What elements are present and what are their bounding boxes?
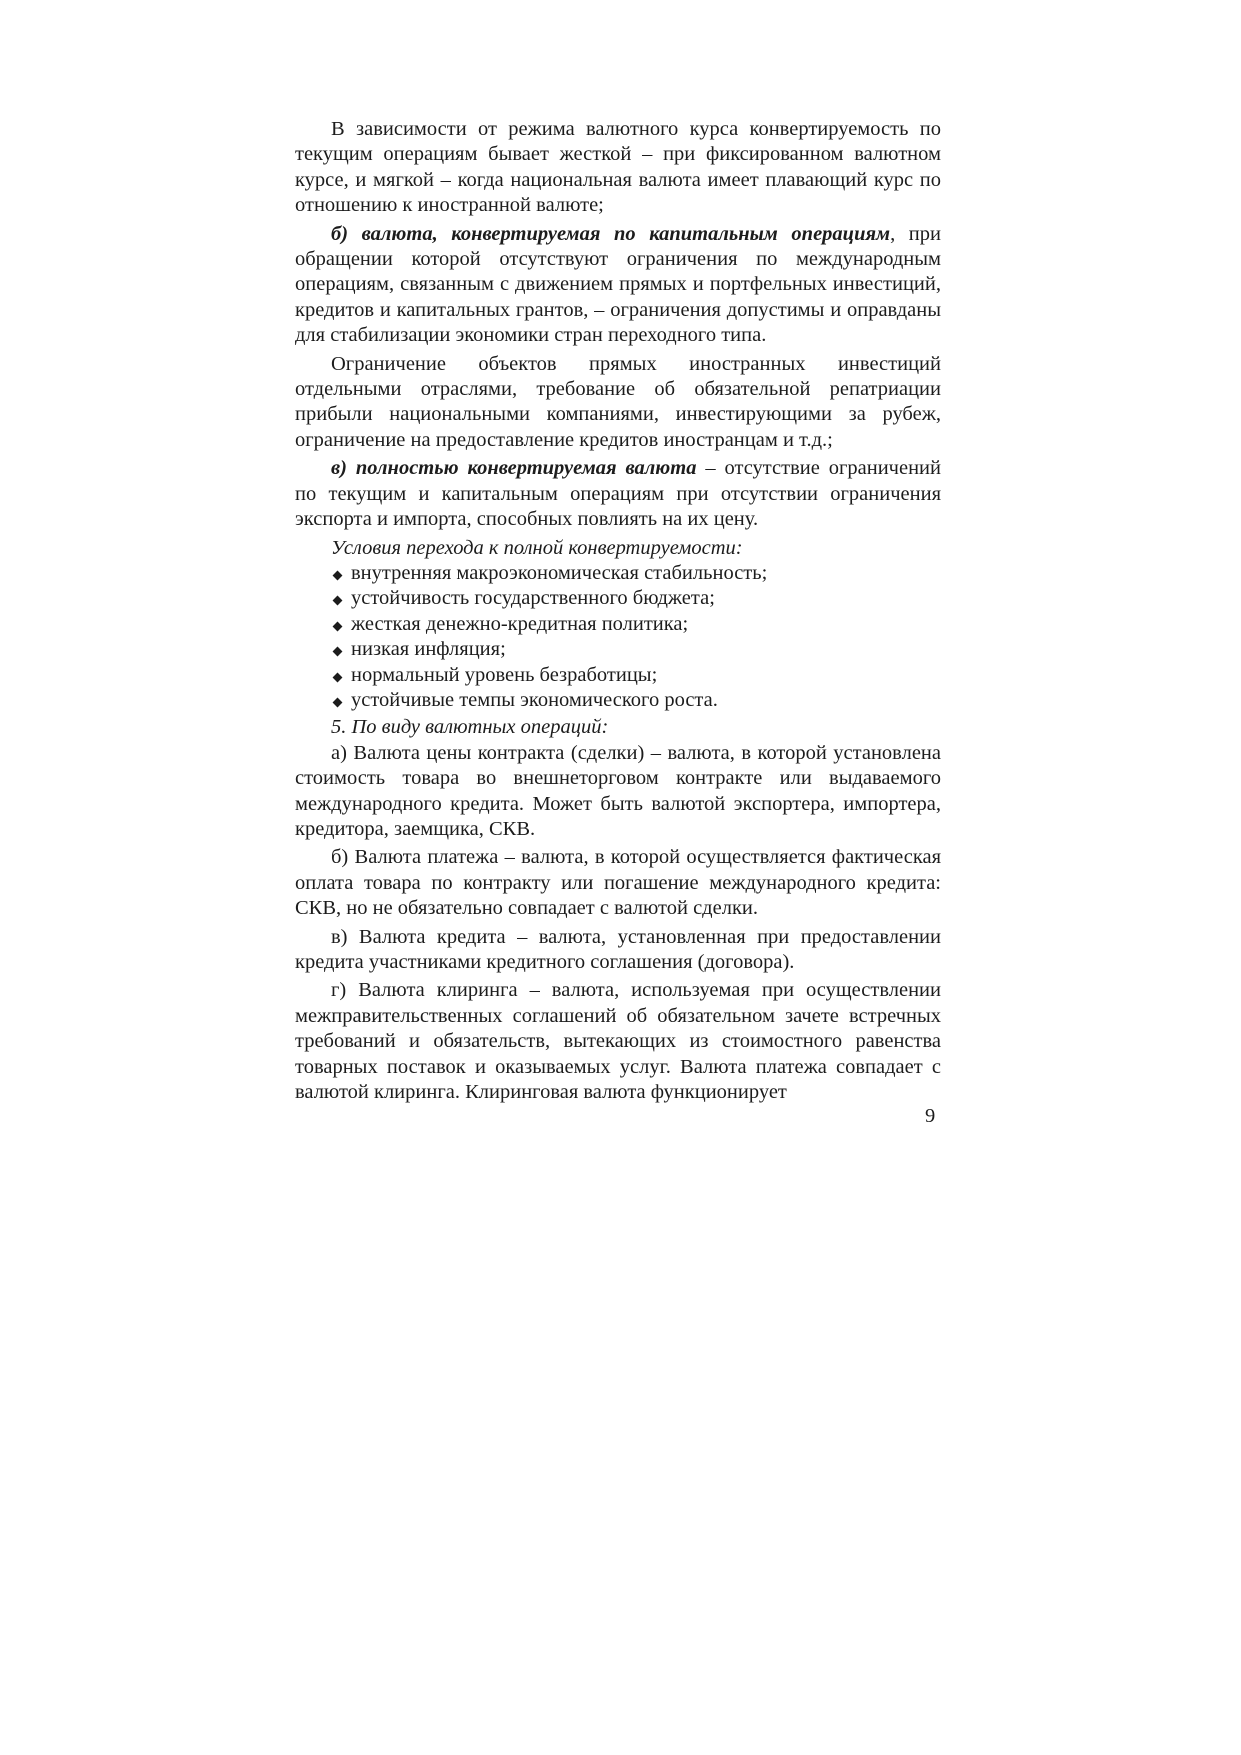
paragraph-capital-convertibility bbox=[295, 222, 941, 349]
paragraph-full-convertibility bbox=[295, 456, 941, 532]
list-item-text: жесткая денежно-кредитная политика; bbox=[351, 612, 689, 635]
paragraph-payment-currency: б) Валюта платежа – валюта, в которой осуществляется фактическая оплата товара по контракту или погашение международного кредита: СКВ, но не обязательно совпадает с валютой сделки. bbox=[295, 846, 941, 920]
paragraph-clearing-currency: г) Валюта клиринга – валюта, используемая при осуществлении межправительственных соглашений об обязательном зачете встречных требований и обязательств, вытекающих из стоимостного равенства товарных поставок и оказываемых услуг. Валюта платежа совпадает с валютой клиринга. Клиринговая валюта функционирует bbox=[295, 979, 941, 1104]
diamond-bullet-icon bbox=[333, 697, 343, 707]
term-fully-convertible: в) полностью конвертируемая валюта bbox=[331, 457, 697, 480]
page-number: 9 bbox=[925, 1105, 936, 1127]
conditions-list bbox=[295, 561, 941, 713]
paragraph-contract-currency: а) Валюта цены контракта (сделки) – валюта, в которой установлена стоимость товара во внешнеторговом контракте или выдаваемого международного кредита. Может быть валютой экспортера, импортера, кредитора, заемщика, СКВ. bbox=[295, 741, 941, 840]
term-capital-convertible: б) валюта, конвертируемая по капитальным операциям bbox=[331, 222, 891, 245]
list-item-text: нормальный уровень безработицы; bbox=[351, 663, 658, 686]
diamond-bullet-icon bbox=[333, 570, 343, 580]
paragraph-capital-convertibility-text: , при обращении которой отсутствуют ограничения по международным операциям, связанным с движением прямых и портфельных инвестиций, кредитов и капитальных грантов, – ограничения допустимы и оправданы для стабилизации экономики стран переходного типа. bbox=[295, 222, 941, 347]
list-item-text: низкая инфляция; bbox=[351, 638, 506, 661]
list-item bbox=[331, 612, 941, 637]
page-body bbox=[295, 117, 941, 1108]
list-item bbox=[331, 663, 941, 688]
paragraph-full-convertibility-text: – отсутствие ограничений по текущим и капитальным операциям при отсутствии ограничения экспорта и импорта, способных повлиять на их цену. bbox=[295, 457, 941, 531]
list-item-text: внутренняя макроэкономическая стабильность; bbox=[351, 561, 768, 584]
paragraph-investment-restrictions: Ограничение объектов прямых иностранных инвестиций отдельными отраслями, требование об обязательной репатриации прибыли национальными компаниями, инвестирующими за рубеж, ограничение на предоставление кредитов иностранцам и т.д.; bbox=[295, 352, 941, 451]
section-5-heading: 5. По виду валютных операций: bbox=[331, 716, 609, 739]
list-item-text: устойчивые темпы экономического роста. bbox=[351, 688, 718, 711]
diamond-bullet-icon bbox=[333, 596, 343, 606]
list-item bbox=[331, 586, 941, 611]
paragraph-credit-currency: в) Валюта кредита – валюта, установленная при предоставлении кредита участниками кредитного соглашения (договора). bbox=[295, 925, 941, 973]
conditions-heading: Условия перехода к полной конвертируемости: bbox=[331, 536, 743, 559]
diamond-bullet-icon bbox=[333, 647, 343, 657]
list-item bbox=[331, 561, 941, 586]
list-item bbox=[331, 688, 941, 713]
list-item bbox=[331, 637, 941, 662]
diamond-bullet-icon bbox=[333, 621, 343, 631]
diamond-bullet-icon bbox=[333, 672, 343, 682]
list-item-text: устойчивость государственного бюджета; bbox=[351, 587, 715, 610]
paragraph-exchange-regime: В зависимости от режима валютного курса конвертируемость по текущим операциям бывает жесткой – при фиксированном валютном курсе, и мягкой – когда национальная валюта имеет плавающий курс по отношению к иностранной валюте; bbox=[295, 118, 941, 217]
